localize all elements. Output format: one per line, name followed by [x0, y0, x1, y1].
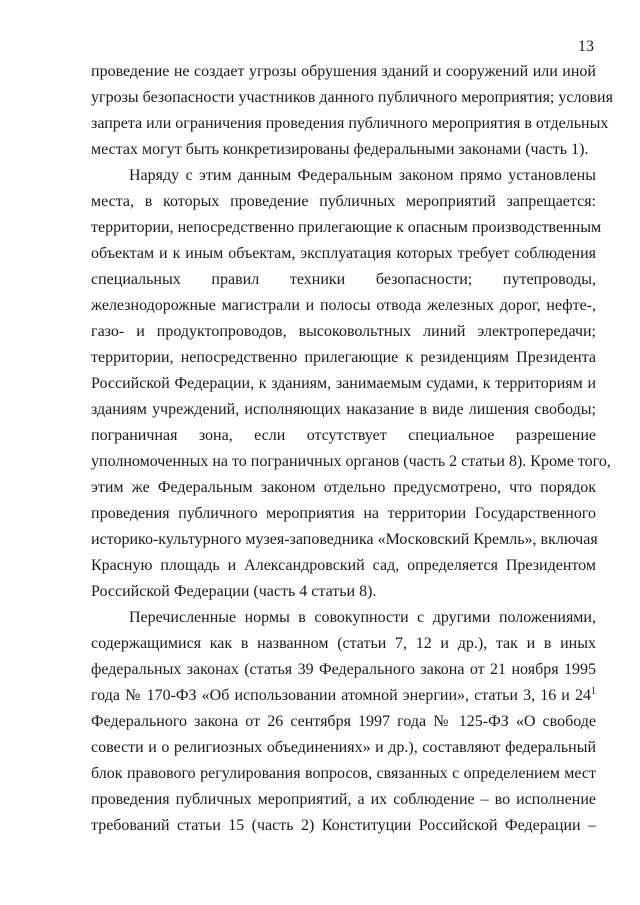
text-line: Российской Федерации, к зданиям, занимаемым судами, к территориям и [91, 375, 596, 392]
text-line: требований статьи 15 (часть 2) Конституции Российской Федерации – [91, 817, 596, 834]
text-line: проведения публичного мероприятия на территории Государственного [91, 505, 596, 522]
text-line: местах могут быть конкретизированы федеральными законами (часть 1). [91, 141, 589, 158]
text-line: Перечисленные нормы в совокупности с другими положениями, [129, 609, 596, 626]
text-line: этим же Федеральным законом отдельно предусмотрено, что порядок [91, 479, 596, 496]
text-line: историко-культурного музея-заповедника «Московский Кремль», включая [91, 531, 598, 548]
text-line: территории, непосредственно прилегающие к опасным производственным [91, 219, 602, 236]
text-line: зданиям учреждений, исполняющих наказание в виде лишения свободы; [91, 401, 596, 418]
text-line: содержащимися как в названном (статьи 7, 12 и др.), так и в иных [91, 635, 596, 652]
footnote-marker: 1 [591, 686, 596, 697]
text-line: пограничная зона, если отсутствует специальное разрешение [91, 427, 596, 444]
text-line: территории, непосредственно прилегающие к резиденциям Президента [91, 349, 596, 366]
text-line: проведение не создает угрозы обрушения зданий и сооружений или иной [91, 63, 596, 80]
text-line: места, в которых проведение публичных мероприятий запрещается: [91, 193, 596, 210]
text-line: объектам и к иным объектам, эксплуатация которых требует соблюдения [91, 245, 596, 262]
text-line: уполномоченных на то пограничных органов (часть 2 статьи 8). Кроме того, [91, 453, 611, 470]
text-line: железнодорожные магистрали и полосы отвода железных дорог, нефте-, [91, 297, 596, 314]
text-line: Красную площадь и Александровский сад, определяется Президентом [91, 557, 596, 574]
text-line: запрета или ограничения проведения публичного мероприятия в отдельных [91, 115, 609, 132]
text-line: федеральных законах (статья 39 Федерального закона от 21 ноября 1995 [91, 661, 596, 678]
page-number: 13 [578, 38, 594, 55]
text-line: года № 170-ФЗ «Об использовании атомной энергии», статьи 3, 16 и $24^1$ [91, 686, 596, 704]
text-line: Федерального закона от 26 сентября 1997 года № 125-ФЗ «О свободе [91, 713, 596, 730]
text-line: газо- и продуктопроводов, высоковольтных линий электропередачи; [91, 323, 596, 340]
text-line: Российской Федерации (часть 4 статьи 8). [91, 583, 377, 600]
text-line: Наряду с этим данным Федеральным законом прямо установлены [129, 167, 596, 184]
text-line: совести и о религиозных объединениях» и др.), составляют федеральный [91, 739, 596, 756]
text-line: специальных правил техники безопасности; путепроводы, [91, 271, 596, 288]
text-line: блок правового регулирования вопросов, связанных с определением мест [91, 765, 596, 782]
body-text [91, 59, 613, 839]
text-line: проведения публичных мероприятий, а их соблюдение – во исполнение [91, 791, 596, 808]
text-line: угрозы безопасности участников данного публичного мероприятия; условия [91, 89, 613, 106]
